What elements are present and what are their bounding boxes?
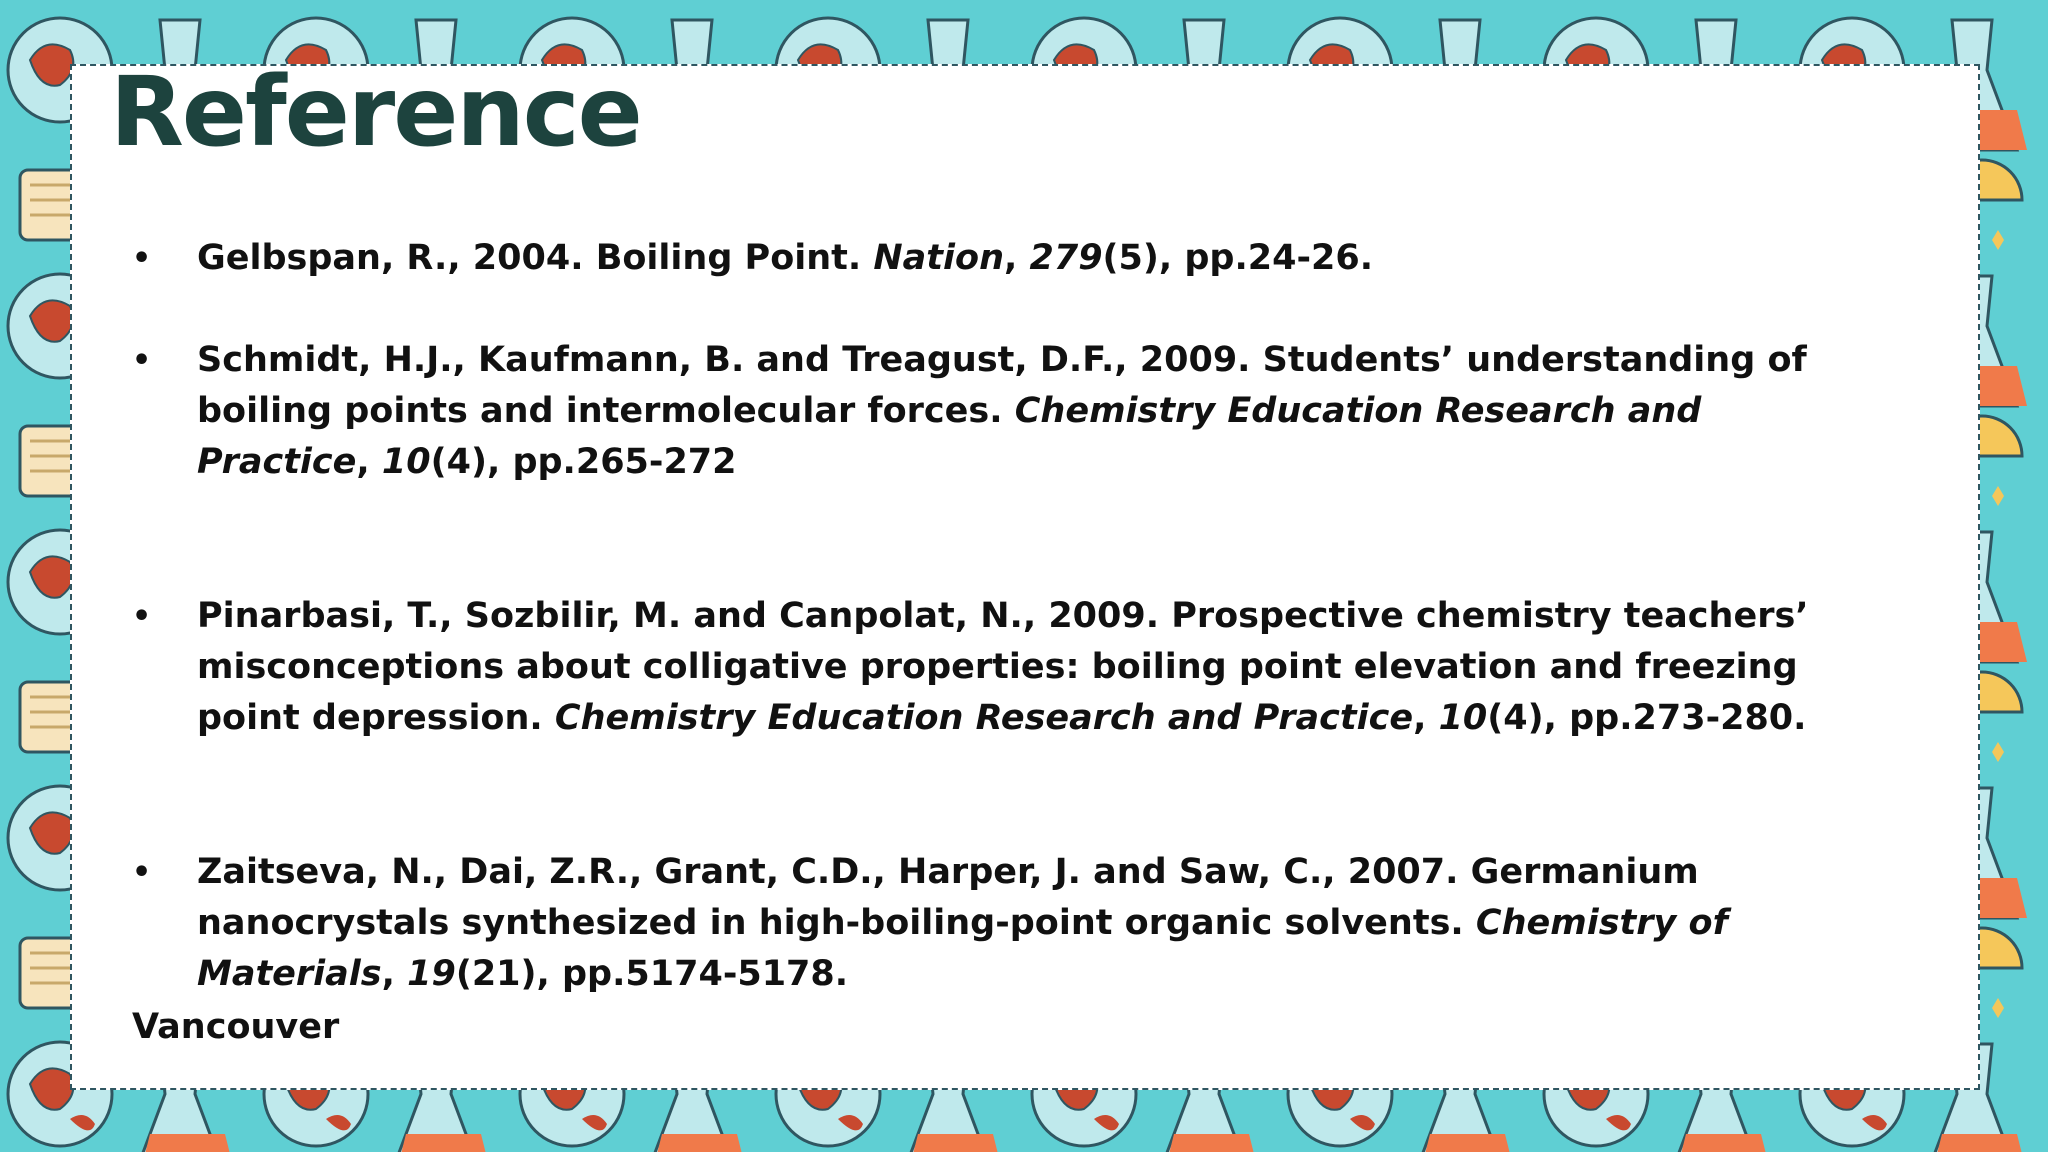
reference-item-4: • Zaitseva, N., Dai, Z.R., Grant, C.D., Harper, J. and Saw, C., 2007. Germanium nanocrystals synthesized in high-boiling-point organic solvents. Chemistry of Materials, 19(21), pp.5174-5178. xyxy=(126,847,1856,1000)
journal-name: Chemistry Education Research and Practice xyxy=(197,391,1702,482)
reference-item-3: • Pinarbasi, T., Sozbilir, M. and Canpolat, N., 2009. Prospective chemistry teachers’ misconceptions about colligative properties: boiling point elevation and freezing point depression. Chemistry Education Research and Practice, 10(4), pp.273-280. xyxy=(126,591,1856,744)
bullet-icon: • xyxy=(132,599,152,634)
citation-style-label: Vancouver xyxy=(132,1007,340,1047)
bullet-icon: • xyxy=(132,855,152,890)
reference-item-1: • Gelbspan, R., 2004. Boiling Point. Nation, 279(5), pp.24-26. xyxy=(126,233,1856,284)
reference-item-2: • Schmidt, H.J., Kaufmann, B. and Treagust, D.F., 2009. Students’ understanding of boiling points and intermolecular forces. Chemistry Education Research and Practice, 10(4), pp.265-272 xyxy=(126,335,1856,488)
journal-volume: 10 xyxy=(381,442,431,482)
bullet-icon: • xyxy=(132,343,152,378)
journal-name: Chemistry Education Research and Practice xyxy=(554,698,1414,738)
journal-name: Nation xyxy=(873,238,1004,278)
journal-name: Chemistry of Materials xyxy=(197,903,1728,994)
bullet-icon: • xyxy=(132,241,152,276)
journal-volume: 19 xyxy=(407,954,456,994)
journal-volume: 10 xyxy=(1438,698,1488,738)
slide-title: Reference xyxy=(110,56,641,168)
journal-volume: 279 xyxy=(1029,238,1103,278)
